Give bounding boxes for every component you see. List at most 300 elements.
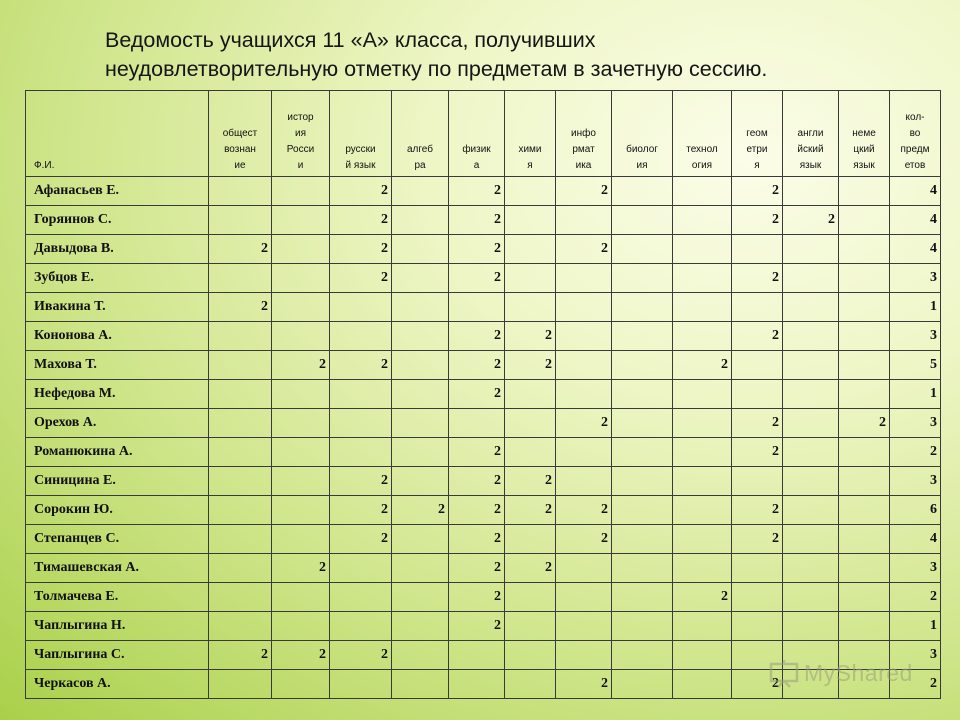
grade-cell: 2 [449,235,505,264]
grade-cell [449,409,505,438]
grade-cell [673,612,732,641]
student-name-cell: Толмачева Е. [26,583,209,612]
page-title [105,26,925,84]
subject-count-cell: 1 [890,612,941,641]
grade-cell [209,206,272,235]
grade-cell [272,235,330,264]
grade-cell [272,293,330,322]
grade-cell [330,380,392,409]
grade-cell: 2 [449,206,505,235]
grade-cell [392,612,449,641]
grade-cell [330,293,392,322]
grade-cell [272,583,330,612]
grade-cell: 2 [209,235,272,264]
column-header-label: физик а [462,144,491,171]
grade-cell [732,293,783,322]
grade-cell [449,670,505,699]
grade-cell [839,438,890,467]
table-row [26,438,941,467]
grade-cell [392,293,449,322]
table-row [26,467,941,496]
grade-cell [209,496,272,525]
grade-cell [209,670,272,699]
grade-cell: 2 [732,264,783,293]
grade-cell [783,438,839,467]
grade-cell [783,235,839,264]
student-name-cell: Сорокин Ю. [26,496,209,525]
column-header-label: истор ия Росси и [286,112,315,171]
grade-cell [839,351,890,380]
grade-cell [612,525,673,554]
grade-cell: 2 [209,293,272,322]
watermark [768,656,928,690]
grade-cell [505,206,556,235]
grade-cell [673,641,732,670]
grade-cell [783,467,839,496]
grade-cell [556,380,612,409]
column-header-label: технол огия [686,144,718,171]
grade-cell [209,351,272,380]
grade-cell [392,380,449,409]
grade-cell [272,322,330,351]
grade-cell [839,467,890,496]
grade-cell [272,380,330,409]
grade-cell [330,409,392,438]
column-header [449,91,505,177]
grade-cell [732,583,783,612]
grade-cell [839,177,890,206]
grade-cell [505,525,556,554]
grade-cell [392,351,449,380]
grade-cell [449,293,505,322]
grade-cell [392,322,449,351]
grade-cell [673,235,732,264]
grade-cell [783,525,839,554]
grade-cell [612,554,673,583]
grade-cell: 2 [272,554,330,583]
grade-cell [673,496,732,525]
student-name-cell: Тимашевская А. [26,554,209,583]
student-name-cell: Чаплыгина Н. [26,612,209,641]
grade-cell [505,641,556,670]
table-row [26,206,941,235]
grade-cell [392,264,449,293]
grade-cell [272,525,330,554]
grade-cell [839,583,890,612]
grade-cell [783,496,839,525]
grade-cell [673,264,732,293]
grade-cell [272,467,330,496]
table-row [26,554,941,583]
grade-cell [612,409,673,438]
grade-cell [673,206,732,235]
subject-count-cell: 3 [890,322,941,351]
grade-cell: 2 [505,496,556,525]
column-header-label: алгеб ра [406,144,433,171]
column-header-label: хими я [518,144,542,171]
grade-cell [556,467,612,496]
grade-cell [612,235,673,264]
grade-cell: 2 [449,496,505,525]
table-row [26,235,941,264]
grade-cell [330,322,392,351]
grade-cell [330,670,392,699]
grade-cell: 2 [392,496,449,525]
grade-cell [673,409,732,438]
grade-cell [839,322,890,351]
grade-cell: 2 [449,525,505,554]
column-header [839,91,890,177]
title-line-1: Ведомость учащихся 11 «А» класса, получивших [105,28,596,52]
title-line-2: неудовлетворительную отметку по предметам в зачетную сессию. [105,57,768,81]
grade-cell [673,438,732,467]
presentation-screen-icon [768,657,800,689]
grade-cell [673,670,732,699]
column-header [392,91,449,177]
grade-cell: 2 [449,583,505,612]
grade-cell [612,351,673,380]
grade-cell: 2 [330,264,392,293]
grade-cell [612,612,673,641]
grade-cell: 2 [330,177,392,206]
grade-cell: 2 [732,322,783,351]
grade-cell: 2 [330,351,392,380]
grade-cell: 2 [556,235,612,264]
column-header [209,91,272,177]
student-name-cell: Орехов А. [26,409,209,438]
grade-cell: 2 [556,670,612,699]
grade-cell: 2 [449,380,505,409]
grade-cell [556,438,612,467]
grade-cell [556,293,612,322]
grade-cell [272,206,330,235]
subject-count-cell: 1 [890,380,941,409]
grade-cell [392,525,449,554]
grade-cell [505,380,556,409]
subject-count-cell: 4 [890,235,941,264]
grade-cell [556,264,612,293]
grade-cell [392,554,449,583]
subject-count-cell: 4 [890,177,941,206]
grade-cell [839,206,890,235]
grade-cell: 2 [732,525,783,554]
grade-cell [612,264,673,293]
column-header [505,91,556,177]
column-header [612,91,673,177]
grade-cell [392,670,449,699]
column-header-label: общест вознан ие [222,128,258,171]
grade-cell: 2 [505,554,556,583]
table-row [26,496,941,525]
grade-cell: 2 [272,351,330,380]
grade-cell: 2 [505,322,556,351]
grade-cell [732,554,783,583]
grade-cell [209,554,272,583]
grade-cell: 2 [330,641,392,670]
grade-cell: 2 [673,351,732,380]
grade-cell [673,322,732,351]
student-name-cell: Чаплыгина С. [26,641,209,670]
grade-cell [839,554,890,583]
grade-cell: 2 [272,641,330,670]
grade-cell [612,496,673,525]
grade-cell: 2 [330,467,392,496]
grade-cell: 2 [673,583,732,612]
grade-cell: 2 [732,409,783,438]
table-row [26,177,941,206]
table-row [26,293,941,322]
column-header-label: Ф.И. [34,160,55,171]
grade-cell [272,496,330,525]
grade-cell [612,583,673,612]
grade-cell [272,612,330,641]
column-header-label: биолог ия [626,144,658,171]
grade-cell [839,264,890,293]
grade-cell [732,380,783,409]
grade-cell: 2 [330,206,392,235]
grade-cell [330,438,392,467]
grade-cell [209,612,272,641]
grade-cell [556,641,612,670]
table-row [26,409,941,438]
subject-count-cell: 4 [890,525,941,554]
grade-cell [392,206,449,235]
grade-cell: 2 [209,641,272,670]
grade-cell [783,409,839,438]
grade-cell [392,467,449,496]
student-name-cell: Зубцов Е. [26,264,209,293]
grade-cell [612,380,673,409]
grade-cell [505,409,556,438]
grade-cell [612,206,673,235]
grade-cell [673,554,732,583]
grade-cell [505,438,556,467]
subject-count-cell: 2 [890,438,941,467]
subject-count-cell: 2 [890,583,941,612]
grade-cell: 2 [449,351,505,380]
grade-cell [612,670,673,699]
column-header-label: русски й язык [345,144,376,171]
column-header [556,91,612,177]
grade-cell [673,525,732,554]
grade-cell [612,641,673,670]
column-header-label: кол- во предм етов [900,112,930,171]
grade-cell [209,264,272,293]
grade-cell: 2 [556,496,612,525]
grade-cell [392,177,449,206]
subject-count-cell: 3 [890,409,941,438]
grade-cell: 2 [732,670,783,699]
grade-cell [732,467,783,496]
student-name-cell: Синицина Е. [26,467,209,496]
grade-cell [556,583,612,612]
student-name-cell: Давыдова В. [26,235,209,264]
grade-cell: 2 [449,612,505,641]
grade-cell [209,438,272,467]
grade-cell [783,351,839,380]
grade-cell [673,177,732,206]
table-row [26,525,941,554]
grade-cell [330,612,392,641]
grade-cell [783,380,839,409]
grade-cell [839,612,890,641]
grade-cell: 2 [330,235,392,264]
grade-cell [272,264,330,293]
grade-cell [783,177,839,206]
student-name-cell: Ивакина Т. [26,293,209,322]
subject-count-cell: 3 [890,554,941,583]
grade-cell [783,554,839,583]
grade-cell [505,670,556,699]
subject-count-cell: 5 [890,351,941,380]
grade-cell: 2 [839,409,890,438]
column-header [732,91,783,177]
column-header [272,91,330,177]
grade-cell: 2 [783,206,839,235]
grade-cell [612,322,673,351]
subject-count-cell: 3 [890,467,941,496]
grade-cell [673,380,732,409]
grade-cell: 2 [330,525,392,554]
table-body [26,177,941,699]
grade-cell [209,322,272,351]
grade-cell [330,554,392,583]
grade-cell [783,612,839,641]
grade-cell [556,322,612,351]
grade-cell [392,641,449,670]
grade-cell: 2 [556,409,612,438]
grade-cell [839,235,890,264]
column-header-label: инфо рмат ика [571,128,596,171]
grade-cell [556,554,612,583]
column-header [673,91,732,177]
grade-cell: 2 [449,467,505,496]
grade-cell: 2 [732,177,783,206]
student-name-cell: Афанасьев Е. [26,177,209,206]
grade-cell [612,467,673,496]
grade-cell: 2 [449,554,505,583]
subject-count-cell: 4 [890,206,941,235]
grade-cell [209,583,272,612]
grade-cell: 2 [732,438,783,467]
student-name-cell: Горяинов С. [26,206,209,235]
grade-cell [392,235,449,264]
grade-cell: 2 [449,438,505,467]
grade-cell [209,177,272,206]
grade-cell [612,177,673,206]
grade-cell: 2 [449,177,505,206]
column-header-label: англи йский язык [797,128,824,171]
grade-cell [272,670,330,699]
grade-cell [673,467,732,496]
grade-cell [783,322,839,351]
grade-cell [272,177,330,206]
grade-cell [673,293,732,322]
grade-cell [505,177,556,206]
student-name-cell: Степанцев С. [26,525,209,554]
table-header-row [26,91,941,177]
grade-cell: 2 [505,351,556,380]
column-header-name [26,91,209,177]
grade-cell: 2 [732,496,783,525]
grade-cell [839,525,890,554]
student-name-cell: Махова Т. [26,351,209,380]
student-name-cell: Нефедова М. [26,380,209,409]
grade-cell [612,438,673,467]
table-row [26,264,941,293]
grade-cell [839,496,890,525]
grade-cell [392,438,449,467]
grade-cell [612,293,673,322]
student-name-cell: Кононова А. [26,322,209,351]
table-row [26,583,941,612]
grade-cell [272,409,330,438]
grade-cell [449,641,505,670]
student-name-cell: Романюкина А. [26,438,209,467]
table-row [26,380,941,409]
grade-cell: 2 [556,525,612,554]
grade-cell [839,293,890,322]
grade-cell [556,206,612,235]
grade-cell [732,351,783,380]
grade-cell [505,264,556,293]
grade-cell [505,612,556,641]
grade-cell [209,525,272,554]
table-row [26,322,941,351]
grade-cell [839,380,890,409]
grade-cell [505,583,556,612]
subject-count-cell: 2 [890,670,941,699]
grade-cell [209,467,272,496]
grade-cell [505,235,556,264]
table-row [26,351,941,380]
grade-cell [209,380,272,409]
column-header-label: геом етри я [746,128,768,171]
grade-cell [330,583,392,612]
student-name-cell: Черкасов А. [26,670,209,699]
subject-count-cell: 1 [890,293,941,322]
grade-cell: 2 [732,206,783,235]
grade-cell [732,612,783,641]
grade-cell [783,264,839,293]
column-header [783,91,839,177]
grade-cell [556,612,612,641]
grades-table [25,90,941,699]
grade-cell [272,438,330,467]
grade-cell [505,293,556,322]
subject-count-cell: 3 [890,641,941,670]
grade-cell: 2 [449,264,505,293]
grade-cell [556,351,612,380]
column-header [890,91,941,177]
grade-cell [392,409,449,438]
subject-count-cell: 3 [890,264,941,293]
column-header-label: неме цкий язык [852,128,876,171]
grade-cell: 2 [449,322,505,351]
grade-cell [209,409,272,438]
grade-cell: 2 [556,177,612,206]
column-header [330,91,392,177]
grade-cell: 2 [330,496,392,525]
table-row [26,612,941,641]
grade-cell: 2 [505,467,556,496]
subject-count-cell: 6 [890,496,941,525]
watermark-text: MyShared [804,659,913,686]
grade-cell [783,293,839,322]
grade-cell [783,583,839,612]
grade-cell [732,235,783,264]
grade-cell [392,583,449,612]
